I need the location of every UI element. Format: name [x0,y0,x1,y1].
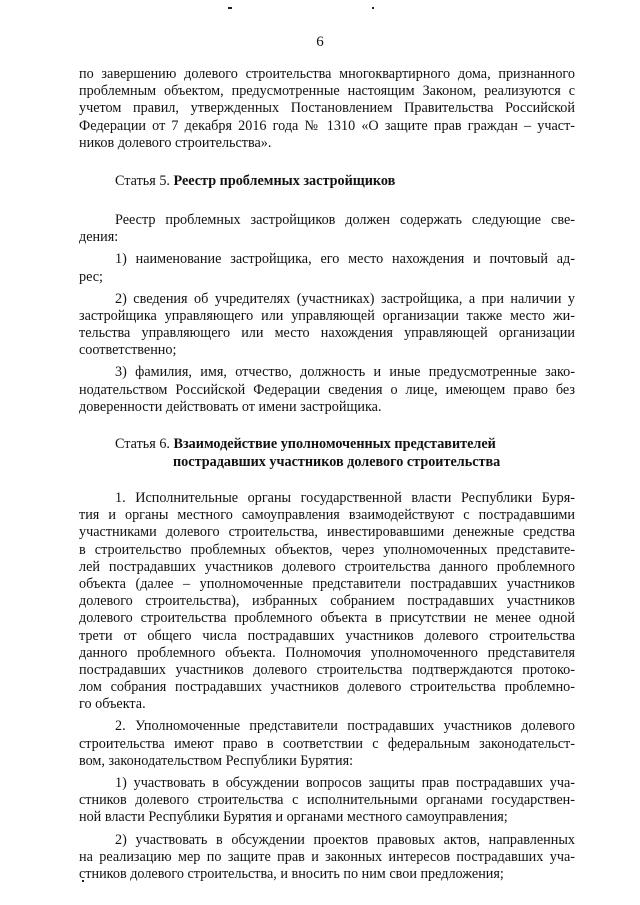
text-line: по завершению долевого строительства многоквартирного дома, признанного [79,66,575,82]
article-6-paragraph-2-item-1 [79,775,575,827]
article-5-intro [79,212,575,246]
article-6-paragraph-1 [79,490,575,713]
text-line: Федерации от 7 декабря 2016 года № 1310 «О защите прав граждан – участ- [79,117,575,134]
article-5-title: Реестр проблемных застройщиков [173,172,396,189]
text-line: строительства имеют право в соответствии с федеральным законодательст- [79,735,575,752]
text-line: го объекта. [79,696,146,713]
text-line: 1. Исполнительные органы государственной власти Республики Буря- [115,490,575,506]
text-line: тельства управляющего или место нахождения управляющей организации [79,325,575,342]
text-line: ной власти Республики Бурятия и органами местного самоуправления; [79,809,508,826]
article-6-heading [79,436,575,472]
text-line: проблемным объектом, предусмотренные настоящим Законом, реализуются с [79,83,575,100]
text-line: стников долевого строительства, и вносить по ним свои предложения; [79,865,504,882]
text-line: в строительство проблемных объектов, через уполномоченных представите- [79,541,575,558]
text-line: дения: [79,229,119,246]
article-6-title-line-2: пострадавших участников долевого строительства [173,454,501,470]
text-line: долевого строительства), избранных собранием пострадавших участников [79,593,575,610]
text-line: стников долевого строительства с исполнительными органами государствен- [79,792,575,809]
text-line: Реестр проблемных застройщиков должен содержать следующие све- [115,211,575,228]
article-6-prefix: Статья 6. [115,436,170,452]
text-line: трети от общего числа пострадавших участников долевого строительства [79,627,575,644]
article-5-item-3 [79,364,575,416]
text-line: на реализацию мер по защите прав и законных интересов пострадавших уча- [79,848,575,865]
text-line: застройщика управляющего или управляющей организации также место жи- [79,307,575,324]
text-line: 1) участвовать в обсуждении вопросов защиты прав пострадавших уча- [115,775,575,791]
text-line: соответственно; [79,342,177,359]
text-line: лом собрания пострадавших участников долевого строительства проблемно- [79,679,575,696]
article-6-paragraph-2 [79,718,575,770]
text-line: объекта (далее – уполномоченные представители пострадавших участников [79,575,575,592]
text-line: ников долевого строительства». [79,134,272,151]
article-5-heading [79,173,575,191]
article-5-prefix: Статья 5. [115,172,170,189]
text-line: вом, законодательством Республики Бурятия: [79,752,354,769]
text-line: участниками долевого строительства, инвестировавшими денежные средства [79,524,575,541]
text-line: тия и органы местного самоуправления взаимодействуют с пострадавшими [79,507,575,524]
page-number: 6 [316,34,324,50]
article-5-item-2 [79,291,575,360]
document-body [79,66,575,883]
text-line: 2. Уполномоченные представители пострадавших участников долевого [115,718,575,735]
article-6-paragraph-2-item-2 [79,832,575,884]
scan-speck [372,7,374,9]
text-line: нодательством Российской Федерации сведения о лице, имеющем право без [79,381,575,398]
scan-speck [228,7,232,9]
text-line: учетом правил, утвержденных Постановлением Правительства Российской [79,100,575,117]
article-6-title-line-1: Взаимодействие уполномоченных представителей [173,436,496,452]
text-line: данного проблемного объекта. Полномочия уполномоченного представителя [79,644,575,661]
article-5-item-1 [79,251,575,285]
text-line: 2) сведения об учредителях (участниках) застройщика, а при наличии у [115,290,575,307]
paragraph-intro [79,66,575,152]
text-line: долевого строительства проблемного объекта в присутствии не менее одной [79,610,575,627]
text-line: 1) наименование застройщика, его место нахождения и почтовый ад- [115,251,575,268]
text-line: 3) фамилия, имя, отчество, должность и иные предусмотренные зако- [115,364,575,381]
text-line: 2) участвовать в обсуждении проектов правовых актов, направленных [115,831,575,848]
text-line: доверенности действовать от имени застройщика. [79,398,382,415]
text-line: лей пострадавших участников долевого строительства данного проблемного [79,558,575,575]
text-line: пострадавших участников долевого строительства подтверждаются протоко- [79,661,575,678]
text-line: рес; [79,268,103,285]
